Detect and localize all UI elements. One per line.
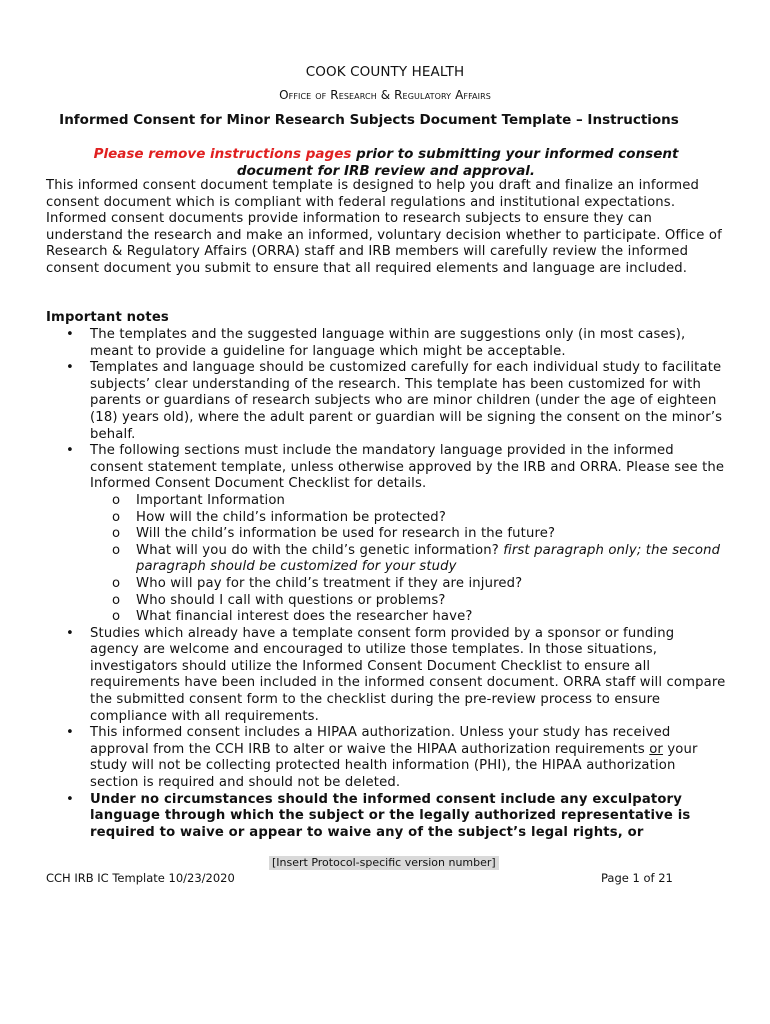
sub-list-item <box>90 510 726 527</box>
circle-bullet-icon: o <box>112 542 121 558</box>
note-text: This informed consent includes a HIPAA authorization. Unless your study has received approval from the CCH IRB to alter or waive the HIPAA authorization requirements <box>90 725 671 757</box>
list-item <box>46 360 726 443</box>
circle-bullet-icon: o <box>112 575 121 591</box>
remove-notice-red: Please remove instructions pages <box>93 146 352 162</box>
note-text: The templates and the suggested language within are suggestions only (in most cases), meant to provide a guideline for language which might be acceptable. <box>90 327 686 359</box>
circle-bullet-icon: o <box>112 609 121 625</box>
note-text: The following sections must include the mandatory language provided in the informed consent statement template, unless otherwise approved by the IRB and ORRA. Please see the Informed Consent Document Checklist for details. <box>90 443 725 492</box>
office-name: Office of Research & Regulatory Affairs <box>279 88 491 102</box>
section-text: Important Information <box>136 492 286 508</box>
important-notes-list <box>46 327 726 841</box>
bullet-icon: • <box>66 791 74 807</box>
bullet-icon: • <box>66 443 74 459</box>
note-text: your study will not be collecting protected health information (PHI), the HIPAA authorization section is required and should not be deleted. <box>90 741 698 791</box>
sub-list-item <box>90 609 726 626</box>
underlined-or: or <box>649 741 664 757</box>
remove-notice-line2: document for IRB review and approval. <box>236 163 536 179</box>
note-text: Studies which already have a template consent form provided by a sponsor or funding agency are welcome and encouraged to utilize those templates. In those situations, investigators should utilize the Informed Consent Document Checklist to ensure all requirements have been included in the informed consent document. ORRA staff will compare the submitted consent form to the checklist during the pre-review process to ensure compliance with all requirements. <box>90 625 726 724</box>
sub-list-item <box>90 543 726 576</box>
document-title: Informed Consent for Minor Research Subjects Document Template – Instructions <box>59 112 679 128</box>
circle-bullet-icon: o <box>112 526 121 542</box>
circle-bullet-icon: o <box>112 592 121 608</box>
circle-bullet-icon: o <box>112 509 121 525</box>
sub-list-item <box>90 593 726 610</box>
intro-paragraph: This informed consent document template is designed to help you draft and finalize an informed consent document which is compliant with federal regulations and institutional expectations. Informed consent documents provide information to research subjects to ensure they can understand the research and make an informed, voluntary decision whether to participate. Office of Research & Regulatory Affairs (ORRA) staff and IRB members will carefully review the informed consent document you submit to ensure that all required elements and language are included. <box>46 178 722 276</box>
bullet-icon: • <box>66 360 74 376</box>
remove-notice-rest: prior to submitting your informed consent <box>351 146 679 162</box>
section-text: Who should I call with questions or problems? <box>136 592 446 608</box>
note-text: Templates and language should be customized carefully for each individual study to facilitate subjects’ clear understanding of the research. This template has been customized for with parents or guardians of research subjects who are minor children (under the age of eighteen (18) years old), where the adult parent or guardian will be signing the consent on the minor’s behalf. <box>90 360 723 442</box>
mandatory-sections-list <box>90 493 726 626</box>
sub-list-item <box>90 526 726 543</box>
page-number: Page 1 of 21 <box>601 871 673 885</box>
list-item <box>46 443 726 626</box>
section-text: Who will pay for the child’s treatment if they are injured? <box>136 575 523 591</box>
version-placeholder: [Insert Protocol-specific version number] <box>269 856 499 870</box>
org-name: COOK COUNTY HEALTH <box>305 64 465 80</box>
bullet-icon: • <box>66 327 74 342</box>
section-italic-note: first paragraph only; the second paragraph should be customized for your study <box>136 542 721 575</box>
section-text: What will you do with the child’s genetic information? <box>136 542 504 558</box>
list-item <box>46 626 726 726</box>
note-text-bold: Under no circumstances should the informed consent include any exculpatory language through which the subject or the legally authorized representative is required to waive or appear to waive any of the subject’s legal rights, or <box>90 791 691 840</box>
circle-bullet-icon: o <box>112 492 121 508</box>
sub-list-item <box>90 576 726 593</box>
important-notes-heading: Important notes <box>46 310 169 325</box>
sub-list-item <box>90 493 726 510</box>
bullet-icon: • <box>66 625 74 641</box>
list-item <box>46 725 726 791</box>
list-item <box>46 327 726 360</box>
footer-template-label: CCH IRB IC Template 10/23/2020 <box>46 871 235 885</box>
section-text: What financial interest does the researcher have? <box>136 609 473 625</box>
section-text: How will the child’s information be protected? <box>136 509 446 525</box>
list-item <box>46 792 726 842</box>
section-text: Will the child’s information be used for research in the future? <box>136 526 556 542</box>
remove-instructions-notice <box>40 146 732 180</box>
bullet-icon: • <box>66 725 74 741</box>
